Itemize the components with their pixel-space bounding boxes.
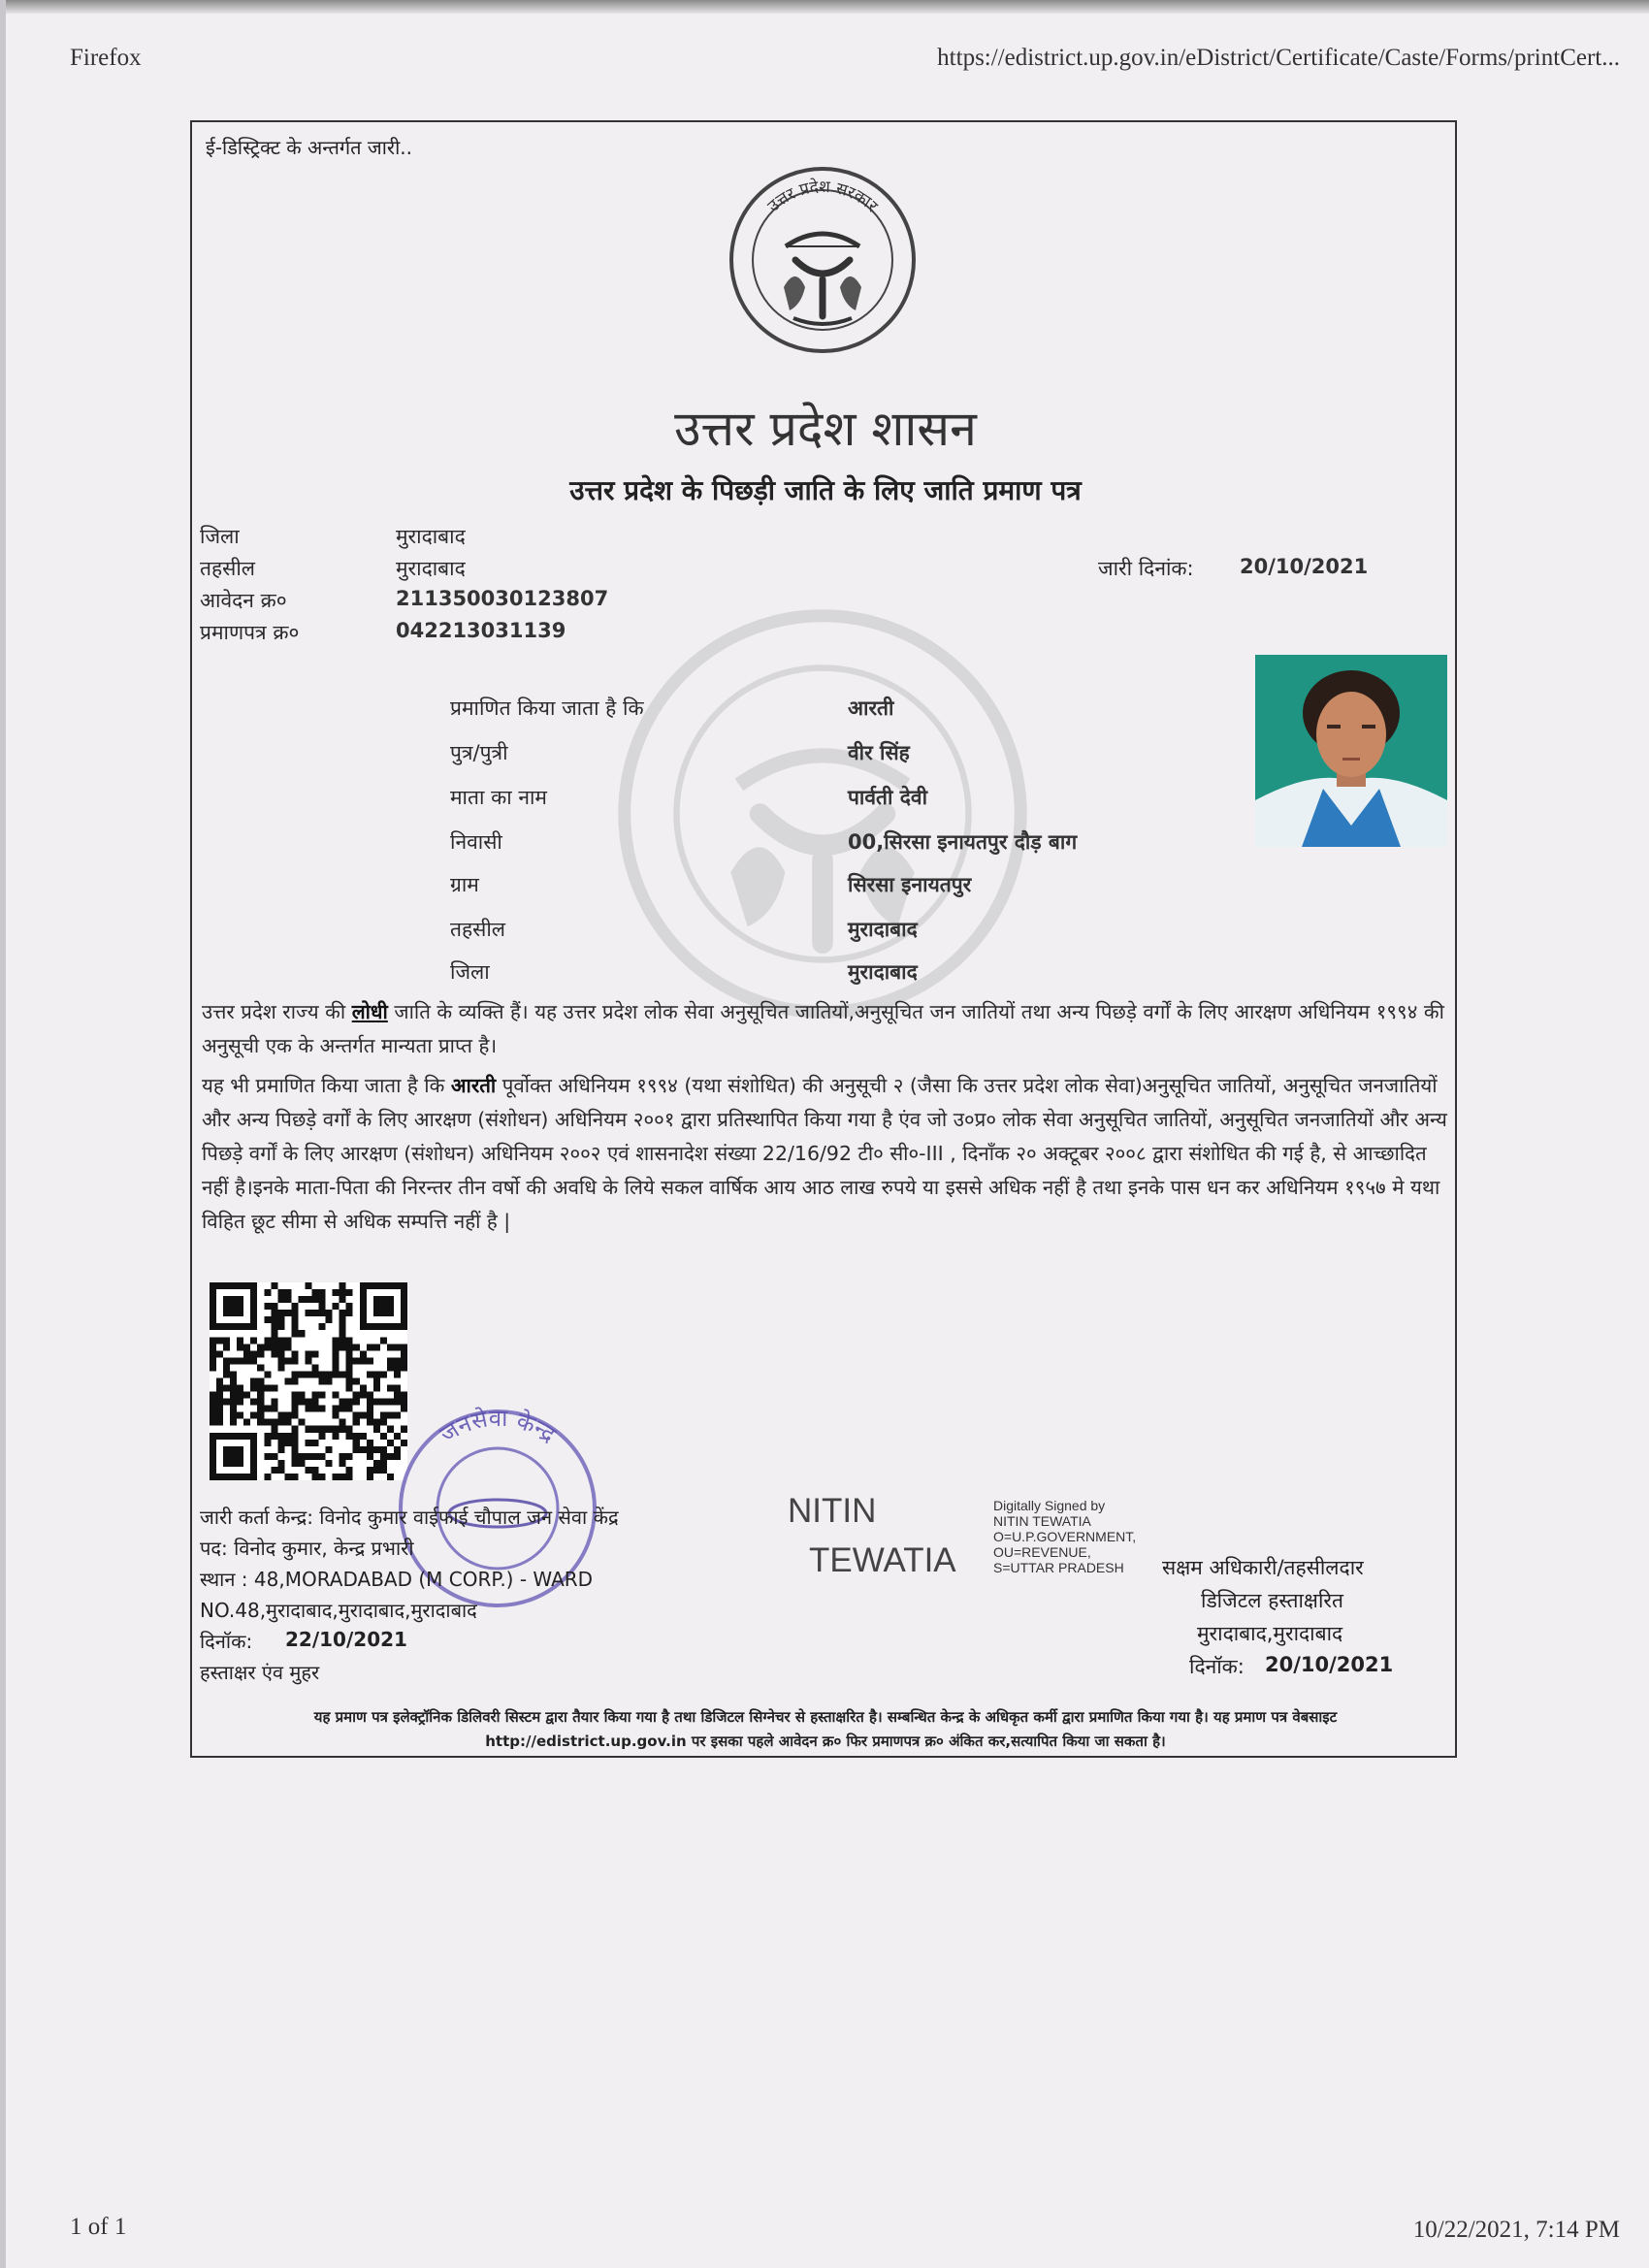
district-value: मुरादाबाद (396, 525, 466, 548)
qr-code (210, 1282, 407, 1480)
certificate-number: 042213031139 (396, 619, 566, 642)
issuer-place-line1: स्थान : 48,MORADABAD (M CORP.) - WARD (200, 1568, 594, 1591)
detail-label-district: जिला (450, 960, 490, 984)
tehsil-label: तहसील (200, 557, 255, 580)
detail-label-son-daughter: पुत्र/पुत्री (450, 741, 508, 764)
print-header-url: https://edistrict.up.gov.in/eDistrict/Certificate/Caste/Forms/printCert... (937, 45, 1620, 71)
applicant-photo (1255, 655, 1447, 847)
certificate-title: उत्तर प्रदेश के पिछड़ी जाति के लिए जाति प्रमाण पत्र (569, 474, 1082, 506)
certificate (190, 120, 1457, 1758)
authority-date-label: दिनॉक: (1189, 1655, 1245, 1678)
detail-label-tehsil: तहसील (450, 918, 505, 941)
signature-label: हस्ताक्षर एंव मुहर (200, 1661, 320, 1684)
svg-text:जनसेवा केन्द्र (435, 1405, 561, 1448)
caste-name: लोधी (351, 1000, 388, 1023)
declaration-paragraph: यह भी प्रमाणित किया जाता है कि आरती पूर्वोक्त अधिनियम १९९४ (यथा संशोधित) की अनुसूची २ (जैसा कि उत्तर प्रदेश लोक सेवा)अनुसूचित जातियों, अनुसूचित जनजातियों और अन्य पिछड़े वर्गों के लिए आरक्षण (संशोधन) अधिनियम २००१ द्वारा प्रतिस्थापित किया गया है एंव जो उ०प्र० लोक सेवा अनुसूचित जातियों, अनुसूचित जनजातियों और अन्य पिछड़े वर्गों के लिए आरक्षण (संशोधन) अधिनियम २००२ एवं शासनादेश संख्या 22/16/92 टी० सी०-III , दिनाँक २० अक्टूबर २००८ द्वारा संशोधित की गई है, से आच्छादित नहीं है।इनके माता-पिता की निरन्तर तीन वर्षो की अवधि के लिये सकल वार्षिक आय आठ लाख रुपये या इससे अधिक नहीं है तथा इनके पास धन कर अधिनियम १९५७ मे यथा विहित छूट सीमा से अधिक सम्पत्ति नहीं है | (202, 1074, 1447, 1233)
detail-label-village: ग्राम (450, 873, 479, 896)
caste-paragraph: उत्तर प्रदेश राज्य की लोधी जाति के व्यक्ति हैं। यह उत्तर प्रदेश लोक सेवा अनुसूचित जातियों,अनुसूचित जन जातियों तथा अन्य पिछड़े वर्गों के लिए आरक्षण अधिनियम १९९४ की अनुसूची एक के अन्तर्गत मान्यता प्राप्त है। (202, 1000, 1444, 1057)
detail-value-father: वीर सिंह (848, 741, 910, 764)
authority-signed: डिजिटल हस्ताक्षरित (1201, 1589, 1343, 1612)
up-emblem-icon (726, 163, 920, 357)
print-footer-page-number: 1 of 1 (70, 2214, 127, 2240)
digital-signature-line2: NITIN TEWATIA (993, 1513, 1091, 1529)
digital-signer-last-name: TEWATIA (809, 1541, 956, 1579)
footer-note: यह प्रमाण पत्र इलेक्ट्रॉनिक डिलिवरी सिस्टम द्वारा तैयार किया गया है तथा डिजिटल सिग्नेचर से हस्ताक्षरित है। सम्बन्धित केन्द्र के अधिकृत कर्मी द्वारा प्रमाणित किया गया है। यह प्रमाण पत्र वेबसाइट http://edistrict.up.gov.in पर इसका पहले आवेदन क्र० फिर प्रमाणपत्र क्र० अंकित कर,सत्यापित किया जा सकता है। (313, 1708, 1338, 1750)
issuer-place-line2: NO.48,मुरादाबाद,मुरादाबाद,मुरादाबाद (200, 1599, 477, 1622)
district-label: जिला (200, 525, 240, 548)
issuer-date-label: दिनॉक: (200, 1630, 253, 1653)
government-title: उत्तर प्रदेश शासन (674, 401, 977, 457)
digital-signature-line1: Digitally Signed by (993, 1498, 1106, 1513)
issuer-post: पद: विनोद कुमार, केन्द्र प्रभारी (200, 1537, 414, 1560)
detail-value-village: सिरसा इनायतपुर (848, 873, 972, 896)
detail-label-resident: निवासी (450, 830, 502, 854)
detail-label-certified: प्रमाणित किया जाता है कि (450, 697, 644, 720)
stamp-text: जनसेवा केन्द्र (435, 1404, 561, 1448)
scan-top-edge (0, 0, 1649, 14)
detail-value-district: मुरादाबाद (848, 960, 918, 984)
scan-left-edge (0, 0, 6, 2268)
digital-signature-line5: S=UTTAR PRADESH (993, 1560, 1124, 1575)
detail-value-tehsil: मुरादाबाद (848, 918, 918, 941)
emblem-watermark-icon (614, 605, 1031, 1022)
print-header-browser: Firefox (70, 45, 142, 71)
emblem-text: उत्तर प्रदेश सरकार (763, 177, 882, 216)
authority-title: सक्षम अधिकारी/तहसीलदार (1162, 1556, 1364, 1579)
svg-text:उत्तर प्रदेश सरकार (764, 177, 883, 217)
issuer-date-value: 22/10/2021 (285, 1628, 407, 1651)
issuing-center: जारी कर्ता केन्द्र: विनोद कुमार वाईफाई चौपाल जन सेवा केंद्र (200, 1506, 619, 1529)
detail-value-name: आरती (848, 697, 894, 720)
detail-value-resident: 00,सिरसा इनायतपुर दौड़ बाग (848, 830, 1078, 854)
digital-signature-line3: O=U.P.GOVERNMENT, (993, 1529, 1137, 1544)
detail-label-mother: माता का नाम (450, 786, 547, 809)
authority-location: मुरादाबाद,मुरादाबाद (1197, 1622, 1343, 1645)
application-label: आवेदन क्र० (200, 589, 287, 612)
issued-under-text: ई-डिस्ट्रिक्ट के अन्तर्गत जारी.. (206, 136, 412, 159)
tehsil-value: मुरादाबाद (396, 557, 466, 580)
issue-date-label: जारी दिनांक: (1098, 557, 1194, 580)
application-number: 211350030123807 (396, 587, 609, 610)
digital-signer-first-name: NITIN (788, 1492, 877, 1530)
digital-signature-line4: OU=REVENUE, (993, 1544, 1091, 1560)
issue-date-value: 20/10/2021 (1240, 555, 1369, 578)
declared-name: आरती (450, 1074, 497, 1097)
detail-value-mother: पार्वती देवी (848, 786, 928, 809)
authority-date-value: 20/10/2021 (1265, 1653, 1394, 1676)
print-footer-datetime: 10/22/2021, 7:14 PM (1412, 2217, 1620, 2243)
certificate-number-label: प्रमाणपत्र क्र० (200, 621, 300, 644)
